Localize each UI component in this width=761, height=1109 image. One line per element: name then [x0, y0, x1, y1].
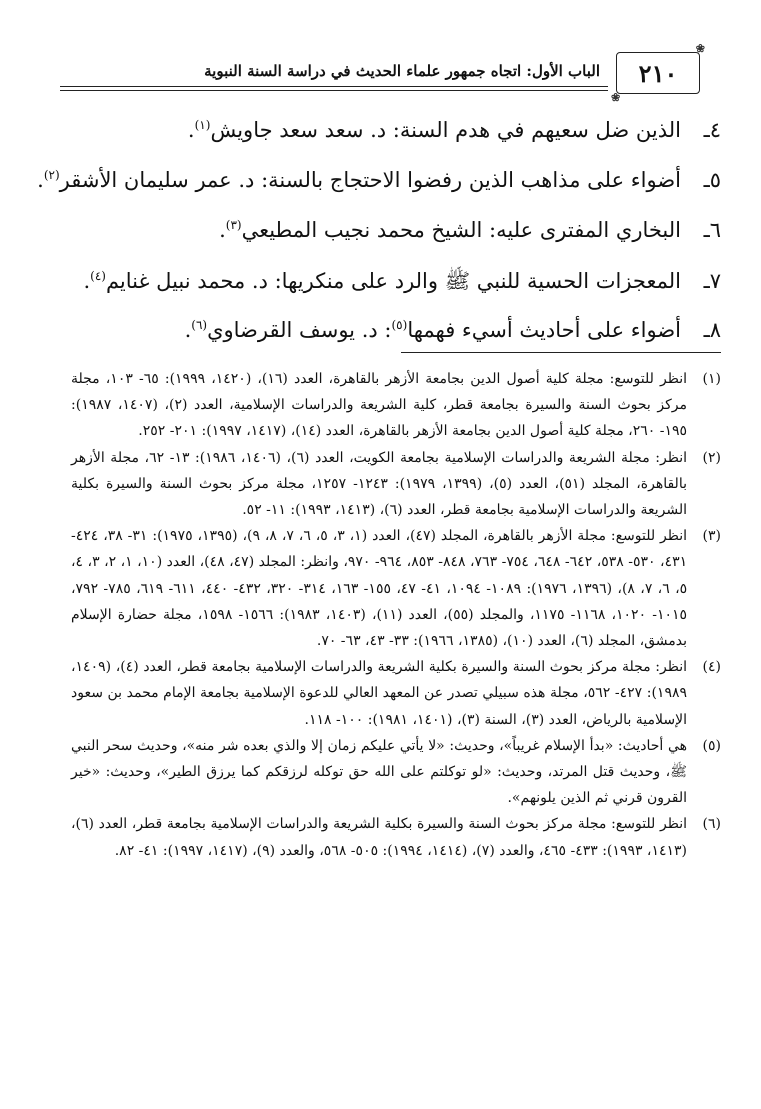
footnote-separator [401, 352, 721, 353]
ornament-icon: ❀ [611, 91, 621, 104]
page-header [60, 42, 705, 104]
list-item-text: أضواء على مذاهب الذين رفضوا الاحتجاج بالسنة: د. عمر سليمان الأشقر$^{(٢)}$. [37, 168, 681, 192]
footnotes [71, 366, 721, 864]
list-item-number: ٧ـ [703, 269, 721, 293]
footnote-number: (٤) [702, 659, 721, 676]
footnote-text: هي أحاديث: «بدأ الإسلام غريباً»، وحديث: «لا يأتي عليكم زمان إلا والذي بعده شر منه»، وحديث سحر النبي ﷺ، وحديث قتل المرتد، وحديث: «لو توكلتم على الله حق توكله لرزقكم كما يرزق الطير»، وحديث: «خير القرون قرني ثم الذين يلونهم». [71, 737, 687, 807]
list-item [81, 268, 721, 318]
footnote [71, 811, 721, 863]
footnote-text: انظر للتوسع: مجلة الأزهر بالقاهرة، المجلد (٤٧)، العدد (١، ٣، ٥، ٦، ٧، ٨، ٩)، (١٣٩٥، ١٩٧٥): ٣١- ٣٨، ٤٢٤- ٤٣١، ٥٣٠- ٥٣٨، ٦٤٢- ٦٤٨، ٧٥٤- ٧٦٣، ٨٤٨- ٨٥٣، ٩٦٤- ٩٧٠، وانظر: المجلد (٤٧، ٤٨)، العدد (١٠، ١، ٢، ٣، ٤، ٥، ٦، ٧، ٨)، (١٣٩٦، ١٩٧٦): ١٠٨٩- ١٠٩٤، ٤١- ٤٧، ١٥٥- ١٦٣، ٣١٤- ٣٢٠، ٤٣٢- ٤٤٠، ٦١١- ٦١٩، ٧٨٥- ٧٩٢، ١٠١٥- ١٠٢٠، ١١٦٨- ١١٧٥، والمجلد (٥٥)، العدد (١١)، (١٤٠٣، ١٩٨٣): ١٥٦٦- ١٥٩٨، مجلة حضارة الإسلام بدمشق، المجلد (٦)، العدد (١٠)، (١٣٨٥، ١٩٦٦): ٣٣- ٤٣، ٦٣- ٧٠. [71, 528, 688, 650]
footnote [71, 366, 721, 445]
footnote [71, 523, 721, 654]
header-rule [60, 86, 608, 87]
page-number: ٢١٠ [638, 58, 678, 88]
list-item-number: ٤ـ [703, 118, 721, 142]
footnote-ref[interactable]: (٣) [225, 218, 242, 232]
footnote [71, 733, 721, 812]
list-item [81, 218, 721, 268]
list-item-number: ٦ـ [703, 218, 721, 242]
book-list [37, 118, 721, 368]
footnote-text: انظر: مجلة مركز بحوث السنة والسيرة بكلية الشريعة والدراسات الإسلامية بجامعة قطر، العدد (٤)، (١٤٠٩، ١٩٨٩): ٤٢٧- ٥٦٢، مجلة هذه سبيلي تصدر عن المعهد العالي للدعوة الإسلامية بجامعة الإمام محمد بن سعود الإسلامية بالرياض، العدد (٣)، السنة (٣)، (١٤٠١، ١٩٨١): ١٠٠- ١١٨. [71, 659, 687, 728]
header-rule [60, 90, 608, 91]
footnote-text: انظر: مجلة الشريعة والدراسات الإسلامية بجامعة الكويت، العدد (٦)، (١٤٠٦، ١٩٨٦): ١٣- ٦٢، مجلة الأزهر بالقاهرة، المجلد (٥١)، العدد (٥)، (١٣٩٩، ١٩٧٩): ١٢٤٣- ١٢٥٧، مجلة مركز بحوث السنة والسيرة بكلية الشريعة والدراسات الإسلامية بجامعة قطر، العدد (٦)، (١٤١٣، ١٩٩٣): ١١- ٥٢. [71, 449, 687, 519]
footnote [71, 654, 721, 733]
list-item-number: ٨ـ [703, 318, 721, 342]
footnote-text: انظر للتوسع: مجلة كلية أصول الدين بجامعة الأزهر بالقاهرة، العدد (١٦)، (١٤٢٠، ١٩٩٩): ٦٥- ١٠٣، مجلة مركز بحوث السنة والسيرة بجامعة قطر، كلية الشريعة والدراسات الإسلامية، العدد (٢)، (١٤٠٧، ١٩٨٧): ١٩٥- ٢٦٠، مجلة كلية أصول الدين بجامعة الأزهر بالقاهرة، العدد (١٤)، (١٤١٧، ١٩٩٧): ٢٠١- ٢٥٢. [71, 371, 687, 440]
footnote-text: انظر للتوسع: مجلة مركز بحوث السنة والسيرة بكلية الشريعة والدراسات الإسلامية بجامعة قطر، العدد (٦)، (١٤١٣، ١٩٩٣): ٤٣٣- ٤٦٥، والعدد (٧)، (١٤١٤، ١٩٩٤): ٥٠٥- ٥٦٨، والعدد (٩)، (١٤١٧، ١٩٩٧): ٤١- ٨٢. [71, 816, 687, 859]
ornament-icon: ❀ [695, 42, 705, 55]
footnote-number: (٦) [702, 816, 721, 833]
list-item-text: المعجزات الحسية للنبي ﷺ والرد على منكريها: د. محمد نبيل غنايم$^{(٤)}$. [83, 269, 681, 293]
list-item [37, 168, 721, 218]
footnote-ref[interactable]: (١) [194, 118, 211, 132]
footnote-ref[interactable]: (٥) [391, 318, 408, 332]
page-number-box [611, 42, 705, 104]
footnote-number: (٢) [702, 449, 721, 466]
chapter-title: الباب الأول: اتجاه جمهور علماء الحديث في دراسة السنة النبوية [204, 62, 600, 80]
footnote-ref[interactable]: (٦) [191, 318, 208, 332]
footnote-ref[interactable]: (٤) [90, 269, 106, 283]
list-item [81, 318, 721, 368]
footnote [71, 445, 721, 524]
footnote-number: (١) [702, 371, 721, 387]
footnote-number: (٥) [702, 737, 721, 754]
footnote-ref[interactable]: (٢) [43, 168, 60, 182]
list-item [81, 118, 721, 168]
list-item-text: البخاري المفترى عليه: الشيخ محمد نجيب المطيعي$^{(٣)}$. [219, 218, 681, 242]
list-item-text: أضواء على أحاديث أسيء فهمها$^{(٥)}$: د. يوسف القرضاوي$^{(٦)}$. [184, 318, 681, 342]
list-item-number: ٥ـ [703, 168, 721, 192]
footnote-number: (٣) [702, 528, 721, 545]
list-item-text: الذين ضل سعيهم في هدم السنة: د. سعد سعد جاويش$^{(١)}$. [187, 118, 681, 142]
